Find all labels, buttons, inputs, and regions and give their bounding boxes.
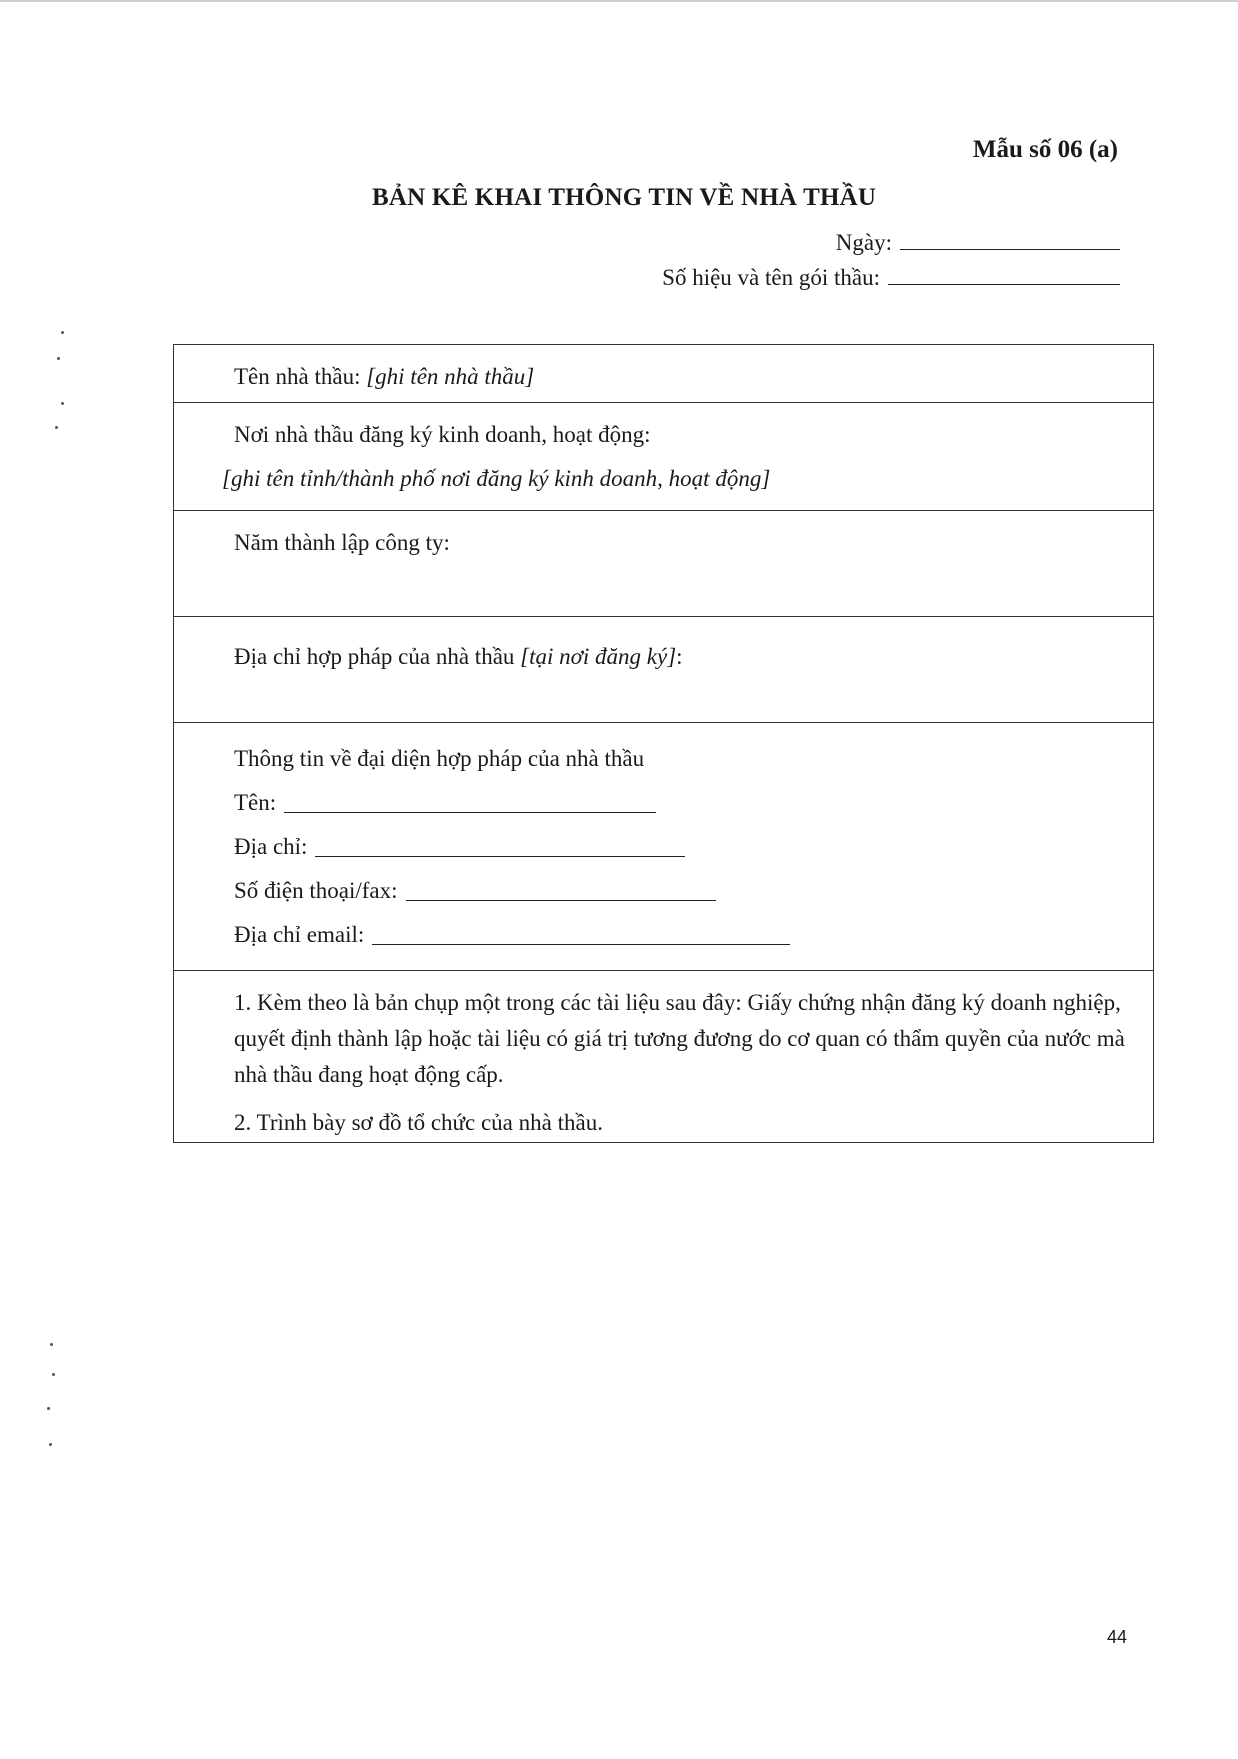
contractor-name-row <box>174 345 1153 403</box>
page-edge <box>0 0 1238 2</box>
scan-speck <box>61 402 64 405</box>
date-line <box>836 230 1120 256</box>
contractor-info-table <box>173 344 1154 1143</box>
scan-speck <box>47 1407 50 1410</box>
rep-name-blank <box>284 812 656 813</box>
rep-name-label: Tên: <box>234 790 277 815</box>
legal-address-label: Địa chỉ hợp pháp của nhà thầu <box>234 644 515 669</box>
date-blank <box>900 248 1120 250</box>
founding-year-label: Năm thành lập công ty: <box>234 530 450 555</box>
attachment-item-1: 1. Kèm theo là bản chụp một trong các tài liệu sau đây: Giấy chứng nhận đăng ký doanh nghiệp, quyết định thành lập hoặc tài liệu có giá trị tương đương do cơ quan có thẩm quyền của nước mà nhà thầu đang hoạt động cấp. <box>234 990 1125 1087</box>
rep-email-label: Địa chỉ email: <box>234 922 365 947</box>
attachment-item-2: 2. Trình bày sơ đồ tổ chức của nhà thầu. <box>234 1110 603 1135</box>
scan-speck <box>61 331 64 334</box>
rep-address-label: Địa chỉ: <box>234 834 308 859</box>
registration-row <box>174 403 1153 511</box>
rep-email-blank <box>372 944 790 945</box>
representative-row <box>174 723 1153 971</box>
legal-address-hint: [tại nơi đăng ký] <box>520 644 677 669</box>
rep-phone-label: Số điện thoại/fax: <box>234 878 398 903</box>
contractor-name-hint: [ghi tên nhà thầu] <box>366 364 535 389</box>
rep-name-line <box>234 777 1153 821</box>
rep-phone-line <box>234 865 1153 909</box>
date-label: Ngày: <box>835 230 892 255</box>
attachments-row <box>174 971 1153 1142</box>
page-number: 44 <box>1106 1627 1127 1647</box>
scan-speck <box>57 357 60 360</box>
founding-year-row <box>174 511 1153 617</box>
rep-address-blank <box>315 856 685 857</box>
registration-label: Nơi nhà thầu đăng ký kinh doanh, hoạt động: <box>234 422 651 447</box>
form-number: Mẫu số 06 (a) <box>972 136 1118 163</box>
legal-address-colon: : <box>676 644 683 669</box>
document-title: BẢN KÊ KHAI THÔNG TIN VỀ NHÀ THẦU <box>372 184 877 211</box>
scan-speck <box>55 426 58 429</box>
legal-address-row <box>174 617 1153 723</box>
rep-phone-blank <box>406 900 716 901</box>
scan-speck <box>49 1443 52 1446</box>
registration-hint: [ghi tên tỉnh/thành phố nơi đăng ký kinh doanh, hoạt động] <box>222 466 771 491</box>
representative-heading: Thông tin về đại diện hợp pháp của nhà thầu <box>234 746 645 771</box>
package-label: Số hiệu và tên gói thầu: <box>662 265 880 290</box>
package-blank <box>888 283 1120 285</box>
rep-email-line <box>234 909 1153 953</box>
contractor-name-label: Tên nhà thầu: <box>234 364 361 389</box>
scan-speck <box>50 1343 53 1346</box>
rep-address-line <box>234 821 1153 865</box>
package-line <box>662 265 1120 291</box>
scan-speck <box>52 1373 55 1376</box>
